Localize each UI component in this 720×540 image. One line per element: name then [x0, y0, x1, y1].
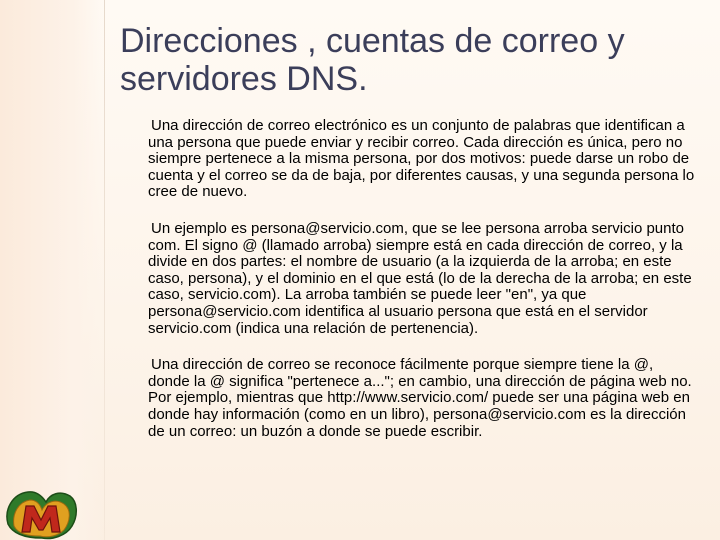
slide-title: Direcciones , cuentas de correo y servidores DNS. — [120, 22, 625, 98]
left-decorative-band — [0, 0, 104, 540]
left-divider-line — [104, 0, 105, 540]
paragraph-example: Un ejemplo es persona@servicio.com, que se lee persona arroba servicio punto com. El signo @ (llamado arroba) siempre está en cada dirección de correo, y la divide en dos partes: el nombre de usuario (a la izquierda de la arroba; en este caso, persona), y el dominio en el que está (lo de la derecha de la arroba; en este caso, servicio.com). La arroba también se puede leer "en", ya que persona@servicio.com identifica al usuario persona que está en el servidor servicio.com (indica una relación de pertenencia). — [148, 219, 692, 337]
paragraph-recognition: Una dirección de correo se reconoce fácilmente porque siempre tiene la @, donde la @ significa "pertenece a..."; en cambio, una dirección de página web no. Por ejemplo, mientras que http://www.servicio.com/ puede ser una página web en donde hay información (como en un libro), persona@servicio.com es la dirección de un correo: un buzón a donde se puede escribir. — [148, 356, 692, 440]
slide-body — [148, 118, 696, 460]
paragraph-definition: Una dirección de correo electrónico es un conjunto de palabras que identifican a una persona que puede enviar y recibir correo. Cada dirección es única, pero no siempre pertenece a la misma persona, por dos motivos: puede darse un robo de cuenta y el correo se da de baja, por diferentes causas, y una segunda persona lo cree de nuevo. — [148, 117, 695, 201]
m-shield-logo-icon — [2, 480, 80, 540]
